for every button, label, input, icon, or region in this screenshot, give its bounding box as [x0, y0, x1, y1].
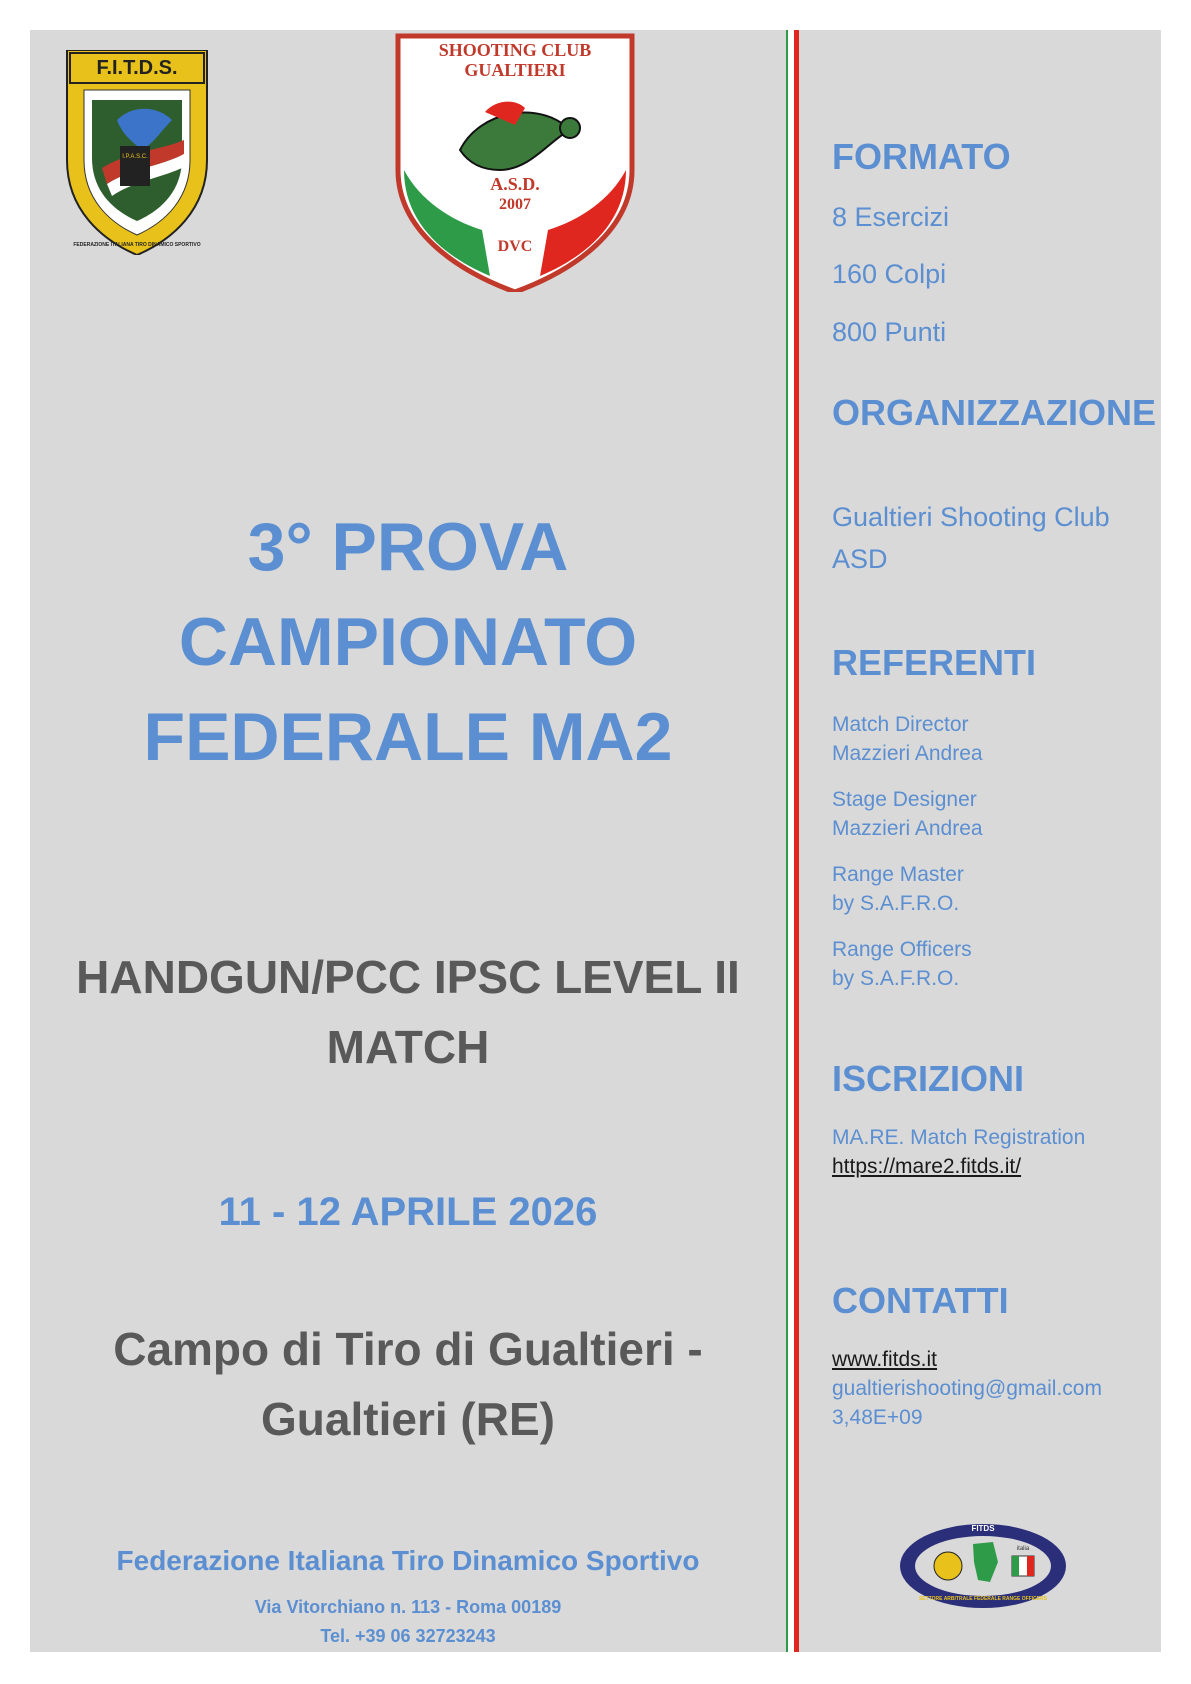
badge-top-text: FITDS [971, 1524, 995, 1533]
organizzazione-line-2: ASD [832, 544, 888, 574]
badge-ring-text: SETTORE ARBITRALE FEDERALE RANGE OFFICERS [918, 1596, 1048, 1602]
referente-name: Mazzieri Andrea [832, 742, 983, 765]
iscrizioni-text: MA.RE. Match Registration [832, 1126, 1086, 1149]
club-name-line2: GUALTIERI [464, 60, 566, 80]
referente-entry [832, 935, 1152, 993]
shooting-club-logo [390, 30, 640, 292]
referente-role: Match Director [832, 713, 969, 736]
referente-name: Mazzieri Andrea [832, 817, 983, 840]
formato-heading: FORMATO [832, 136, 1011, 177]
referente-entry [832, 710, 1152, 768]
referente-role: Range Master [832, 863, 964, 886]
poster [30, 30, 1161, 1652]
fitds-logo [62, 50, 212, 255]
registration-link[interactable]: https://mare2.fitds.it/ [832, 1155, 1022, 1178]
contatti-heading: CONTATTI [832, 1280, 1009, 1321]
referente-role: Range Officers [832, 938, 972, 961]
divider-red-stripe [794, 30, 799, 1652]
website-link[interactable]: www.fitds.it [832, 1348, 938, 1371]
organizzazione-heading: ORGANIZZAZIONE [832, 392, 1156, 433]
club-dvc: DVC [497, 238, 533, 255]
fitds-logo-ring: FEDERAZIONE ITALIANA TIRO DINAMICO SPORTIVO [73, 242, 201, 248]
referente-entry [832, 860, 1152, 918]
badge-italia-text: italia [1016, 1546, 1030, 1552]
venue [30, 1314, 786, 1454]
title-line-3: FEDERALE MA2 [143, 699, 673, 775]
club-name-line1: SHOOTING CLUB [438, 40, 592, 60]
subtitle-line-1: HANDGUN/PCC IPSC LEVEL II [76, 951, 740, 1003]
match-subtitle [30, 942, 786, 1082]
formato-item: 800 Punti [832, 317, 947, 347]
federation-name: Federazione Italiana Tiro Dinamico Sportivo [116, 1545, 700, 1576]
event-dates: 11 - 12 APRILE 2026 [218, 1190, 598, 1234]
formato-item: 8 Esercizi [832, 202, 950, 232]
organizzazione-line-1: Gualtieri Shooting Club [832, 502, 1110, 532]
federation-phone: Tel. +39 06 32723243 [320, 1626, 496, 1646]
main-title [30, 500, 786, 785]
referente-name: by S.A.F.R.O. [832, 892, 960, 915]
title-line-1: 3° PROVA [247, 509, 569, 585]
subtitle-line-2: MATCH [326, 1021, 490, 1073]
referente-role: Stage Designer [832, 788, 977, 811]
club-asd: A.S.D. [490, 174, 540, 194]
iscrizioni-heading: ISCRIZIONI [832, 1058, 1025, 1099]
club-year: 2007 [499, 196, 531, 213]
fitds-logo-text: F.I.T.D.S. [96, 57, 178, 79]
formato-item: 160 Colpi [832, 259, 947, 289]
referenti-heading: REFERENTI [832, 642, 1037, 683]
referente-name: by S.A.F.R.O. [832, 967, 960, 990]
contact-email: gualtierishooting@gmail.com [832, 1377, 1102, 1400]
referente-entry [832, 785, 1152, 843]
venue-line-2: Gualtieri (RE) [261, 1393, 555, 1445]
federation-address: Via Vitorchiano n. 113 - Roma 00189 [254, 1597, 562, 1617]
range-officers-badge [898, 1522, 1068, 1610]
venue-line-1: Campo di Tiro di Gualtieri - [113, 1323, 703, 1375]
contact-phone: 3,48E+09 [832, 1406, 923, 1429]
title-line-2: CAMPIONATO [178, 604, 638, 680]
fitds-logo-inner: I.P.A.S.C. [122, 154, 148, 160]
